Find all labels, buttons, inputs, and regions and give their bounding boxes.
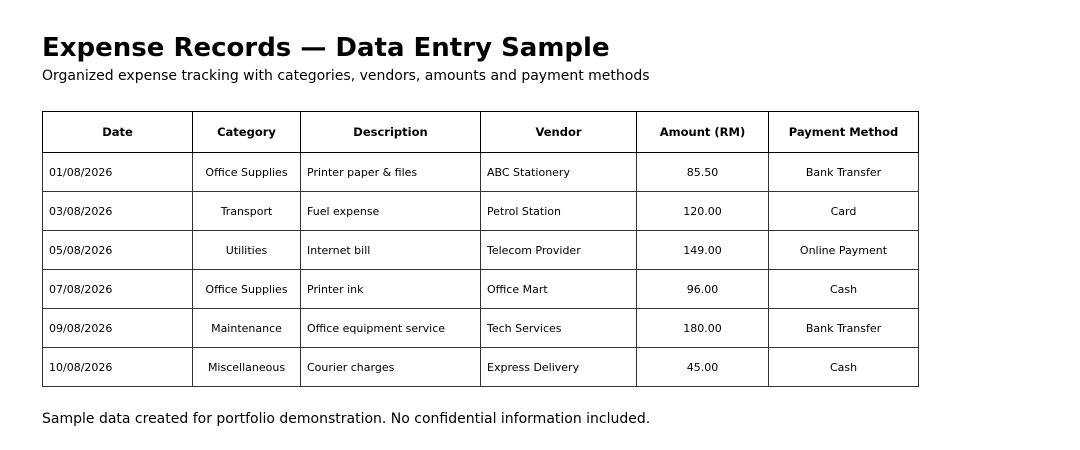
cell-vendor: Office Mart <box>481 270 637 309</box>
cell-vendor: Petrol Station <box>481 192 637 231</box>
column-header-description: Description <box>301 112 481 153</box>
cell-description: Printer ink <box>301 270 481 309</box>
table-row <box>43 231 919 270</box>
table-row <box>43 309 919 348</box>
cell-vendor: ABC Stationery <box>481 153 637 192</box>
column-header-amount: Amount (RM) <box>637 112 769 153</box>
cell-date: 01/08/2026 <box>43 153 193 192</box>
cell-description: Courier charges <box>301 348 481 387</box>
cell-amount: 149.00 <box>637 231 769 270</box>
cell-vendor: Tech Services <box>481 309 637 348</box>
expense-table <box>42 111 919 387</box>
cell-amount: 45.00 <box>637 348 769 387</box>
cell-category: Office Supplies <box>193 270 301 309</box>
column-header-category: Category <box>193 112 301 153</box>
cell-description: Internet bill <box>301 231 481 270</box>
cell-description: Printer paper & files <box>301 153 481 192</box>
cell-category: Utilities <box>193 231 301 270</box>
table-row <box>43 153 919 192</box>
table-row <box>43 192 919 231</box>
cell-payment-method: Cash <box>769 348 919 387</box>
page-title: Expense Records — Data Entry Sample <box>42 33 610 63</box>
cell-date: 10/08/2026 <box>43 348 193 387</box>
table-header-row <box>43 112 919 153</box>
cell-description: Fuel expense <box>301 192 481 231</box>
cell-vendor: Express Delivery <box>481 348 637 387</box>
cell-payment-method: Card <box>769 192 919 231</box>
column-header-date: Date <box>43 112 193 153</box>
column-header-vendor: Vendor <box>481 112 637 153</box>
cell-payment-method: Cash <box>769 270 919 309</box>
cell-payment-method: Bank Transfer <box>769 153 919 192</box>
table-row <box>43 348 919 387</box>
cell-date: 03/08/2026 <box>43 192 193 231</box>
cell-description: Office equipment service <box>301 309 481 348</box>
table-row <box>43 270 919 309</box>
footer-note: Sample data created for portfolio demonstration. No confidential information included. <box>42 411 651 427</box>
cell-category: Miscellaneous <box>193 348 301 387</box>
cell-category: Office Supplies <box>193 153 301 192</box>
cell-date: 09/08/2026 <box>43 309 193 348</box>
cell-amount: 96.00 <box>637 270 769 309</box>
cell-amount: 85.50 <box>637 153 769 192</box>
cell-date: 07/08/2026 <box>43 270 193 309</box>
cell-amount: 180.00 <box>637 309 769 348</box>
cell-category: Maintenance <box>193 309 301 348</box>
cell-vendor: Telecom Provider <box>481 231 637 270</box>
cell-amount: 120.00 <box>637 192 769 231</box>
column-header-payment-method: Payment Method <box>769 112 919 153</box>
cell-category: Transport <box>193 192 301 231</box>
page-subtitle: Organized expense tracking with categories, vendors, amounts and payment methods <box>42 68 650 84</box>
cell-payment-method: Bank Transfer <box>769 309 919 348</box>
cell-date: 05/08/2026 <box>43 231 193 270</box>
cell-payment-method: Online Payment <box>769 231 919 270</box>
